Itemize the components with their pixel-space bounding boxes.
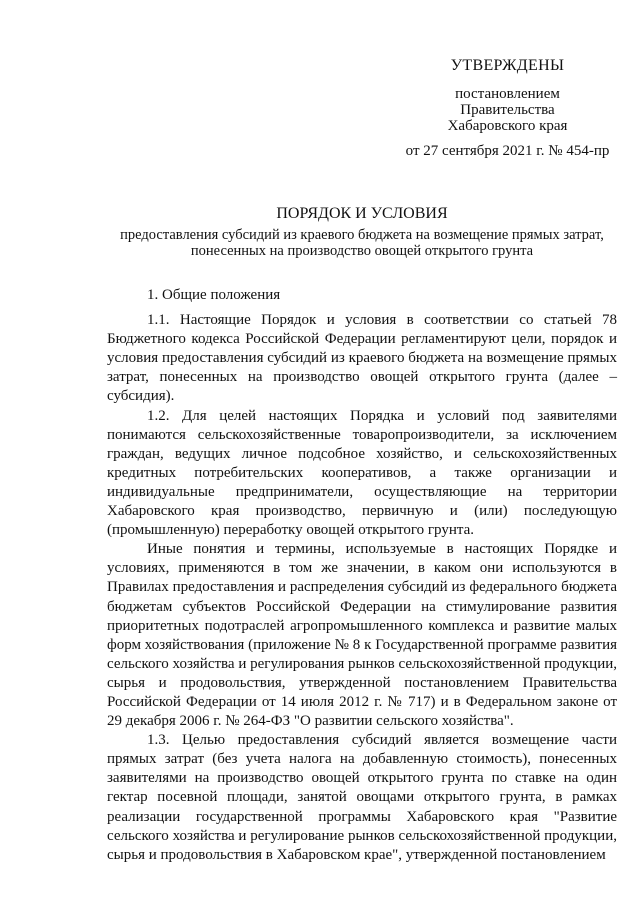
approval-line: постановлением — [455, 86, 560, 102]
approval-date: от 27 сентября 2021 г. № 454-пр — [405, 143, 610, 159]
approval-line: Хабаровского края — [447, 118, 568, 134]
document-subtitle: предоставления субсидий из краевого бюджета на возмещение прямых затрат, понесенных на производство овощей открытого грунта — [120, 227, 604, 259]
section-heading: 1. Общие положения — [147, 287, 281, 303]
paragraph: 1.1. Настоящие Порядок и условия в соответствии со статьей 78 Бюджетного кодекса Российской Федерации регламентируют цели, порядок и условия предоставления субсидий из краевого бюджета на возмещение прямых затрат, понесенных на производство овощей открытого грунта (далее – субсидия). — [107, 312, 617, 405]
document-title: ПОРЯДОК И УСЛОВИЯ — [276, 205, 448, 222]
paragraph: Иные понятия и термины, используемые в настоящих Порядке и условиях, применяются в том же значении, в каком они используются в Правилах предоставления и распределения субсидий из федерального бюджета бюджетам субъектов Российской Федерации на стимулирование развития приоритетных подотраслей агропромышленного комплекса и развитие малых форм хозяйствования (приложение № 8 к Государственной программе развития сельского хозяйства и регулирования рынков сельскохозяйственной продукции, сырья и продовольствия, утвержденной постановлением Правительства Российской Федерации от 14 июля 2012 г. № 717) и в Федеральном законе от 29 декабря 2006 г. № 264-ФЗ "О развитии сельского хозяйства". — [107, 541, 617, 730]
approval-heading: УТВЕРЖДЕНЫ — [450, 57, 565, 74]
document-body — [107, 286, 617, 865]
approval-block — [395, 58, 620, 159]
paragraph: 1.3. Целью предоставления субсидий является возмещение части прямых затрат (без учета налога на добавленную стоимость), понесенных заявителями на производство овощей открытого грунта по ставке на один гектар посевной площади, занятой овощами открытого грунта, в рамках реализации государственной программы Хабаровского края "Развитие сельского хозяйства и регулирование рынков сельскохозяйственной продукции, сырья и продовольствия в Хабаровском крае", утвержденной постановлением — [107, 732, 617, 863]
paragraph: 1.2. Для целей настоящих Порядка и условий под заявителями понимаются сельскохозяйственные товаропроизводители, за исключением граждан, ведущих личное подсобное хозяйство, и сельскохозяйственных кредитных потребительских кооперативов, а также организации и индивидуальные предприниматели, осуществляющие на территории Хабаровского края производство, первичную и (или) последующую (промышленную) переработку овощей открытого грунта. — [107, 407, 617, 539]
approval-line: Правительства — [460, 102, 555, 118]
